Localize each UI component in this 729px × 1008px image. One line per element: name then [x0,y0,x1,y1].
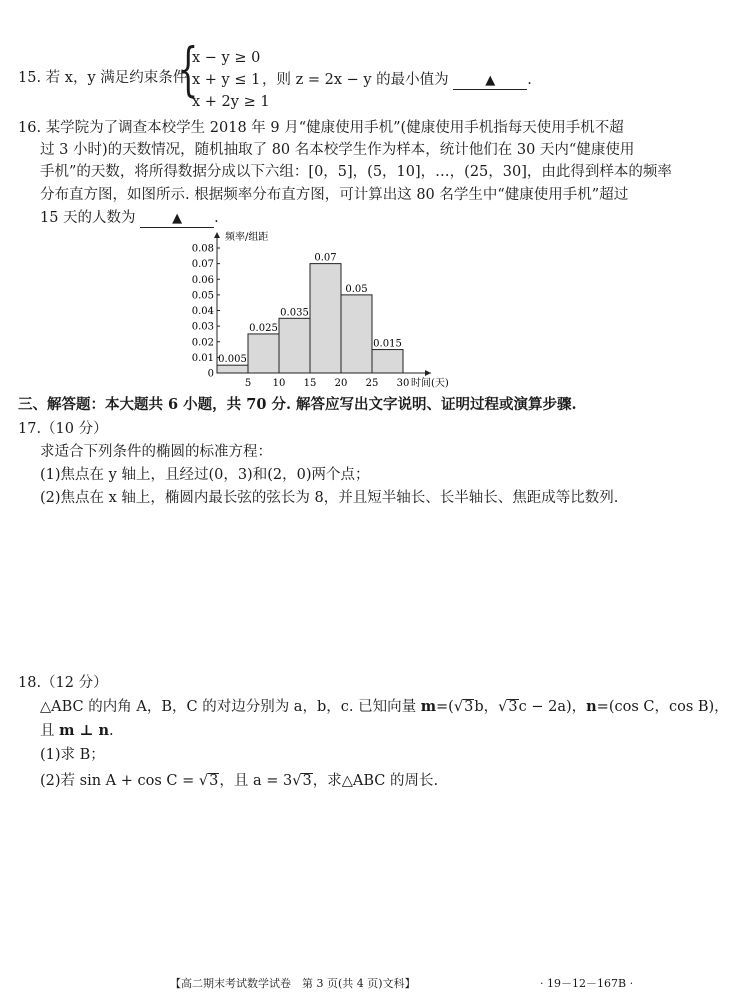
y-tick-label: 0.02 [191,337,214,349]
sqrt-3-a: 3 [464,699,474,715]
histogram-bar [341,295,372,373]
x-tick-label: 10 [272,378,286,389]
page-footer-code: · 19－12－167B · [540,977,634,990]
q18-p2b: ，且 a = 3 [219,773,293,789]
q18-p2c: ，求△ABC 的周长. [312,773,439,789]
q18-l2a: 且 [40,723,60,739]
y-axis-title: 频率/组距 [225,232,269,243]
q16-line-3: 手机”的天数，将所得数据分成以下六组：[0，5]，(5，10]，…，(25，30]，由此得到样本的频率 [40,164,672,180]
q18-l1b: =( [436,699,454,715]
histogram-bar [217,365,248,373]
histogram-bar [279,318,310,373]
q15-suffix [262,70,532,90]
histogram-bar [248,334,279,373]
section-three-heading: 三、解答题：本大题共 6 小题，共 70 分. 解答应写出文字说明、证明过程或演算步骤. [18,396,577,413]
bar-value-label: 0.07 [314,252,337,264]
bar-value-label: 0.005 [218,354,247,366]
y-tick-label: 0.03 [191,321,214,333]
q18-l2b: . [109,723,114,739]
q16-line-2: 过 3 小时)的天数情况，随机抽取了 80 名本校学生作为样本，统计他们在 30 天内“健康使用 [40,142,635,158]
q18-l1e: =(cos C，cos B)， [596,699,729,715]
q17-heading: 17.（10 分） [18,421,108,437]
perpendicular-condition: m ⊥ n [59,722,110,739]
q15-answer-blank [453,72,527,90]
constraint-brace: { [178,35,199,103]
y-tick-label: 0 [207,368,214,380]
q18-l1d: c − 2a)， [518,699,587,715]
bar-value-label: 0.035 [280,307,309,319]
q16-end: . [214,210,219,226]
vector-n: n [586,698,597,715]
q16-line-1: 16. 某学院为了调查本校学生 2018 年 9 月“健康使用手机”(健康使用手机指每天使用手机不超 [18,120,624,136]
y-tick-label: 0.01 [191,352,214,364]
q15-constraint-1: x − y ≥ 0 [192,50,261,66]
y-tick-label: 0.08 [191,243,214,255]
q15-suffix-text: ，则 z = 2x − y 的最小值为 [262,72,449,88]
q17-part-2: (2)焦点在 x 轴上，椭圆内最长弦的弦长为 8，并且短半轴长、长半轴长、焦距成等比数列. [40,490,619,506]
q18-part-2: (2)若 sin A + cos C = √3，且 a = 3√3，求△ABC 的周长. [40,773,439,789]
sqrt-3-c: 3 [209,773,219,789]
q17-part-1: (1)焦点在 y 轴上，且经过(0，3)和(2，0)两个点； [40,467,370,483]
bar-value-label: 0.05 [345,283,368,295]
y-tick-label: 0.07 [191,259,214,271]
triangle-icon: ▲ [485,73,496,88]
x-tick-label: 25 [365,378,379,389]
q17-intro: 求适合下列条件的椭圆的标准方程： [40,444,272,460]
x-tick-label: 5 [244,378,252,389]
frequency-histogram [185,228,465,393]
x-axis-arrow-icon [425,370,431,376]
q16-line-5-text: 15 天的人数为 [40,210,136,226]
x-axis-title: 时间(天) [411,378,449,389]
page-footer-info: 【高二期末考试数学试卷 第 3 页(共 4 页)文科】 [170,977,416,990]
q16-answer-blank [140,210,214,228]
vector-m: m [420,698,437,715]
q18-heading: 18.（12 分） [18,675,108,691]
histogram-bar [372,350,403,373]
q16-line-4: 分布直方图，如图所示. 根据频率分布直方图，可计算出这 80 名学生中“健康使用手机”超过 [40,187,629,203]
x-tick-label: 30 [396,378,410,389]
q18-l1c: b， [474,699,499,715]
x-tick-label: 20 [334,378,348,389]
q16-line-5 [40,208,219,228]
q18-p2a: (2)若 sin A + cos C = [40,773,199,789]
q15-prefix: 15. 若 x，y 满足约束条件 [18,70,188,86]
q18-l1a: △ABC 的内角 A，B，C 的对边分别为 a，b，c. 已知向量 [40,699,421,715]
sqrt-3-d: 3 [302,773,312,789]
bar-value-label: 0.025 [249,322,278,334]
q18-line-1: △ABC 的内角 A，B，C 的对边分别为 a，b，c. 已知向量 m=(√3b，√3c − 2a)，n=(cos C，cos B)， [40,698,729,715]
bar-value-label: 0.015 [373,338,402,350]
y-axis-arrow-icon [214,232,220,238]
triangle-icon: ▲ [172,211,183,226]
q15-constraint-2: x + y ≤ 1 [192,72,261,88]
x-tick-label: 15 [303,378,317,389]
q18-line-2 [40,721,114,741]
sqrt-3-b: 3 [508,699,518,715]
q15-constraint-3: x + 2y ≥ 1 [192,94,270,110]
histogram-bar [310,264,341,373]
q15-end: . [527,72,532,88]
y-tick-label: 0.04 [191,306,214,317]
y-tick-label: 0.06 [191,274,214,286]
y-tick-label: 0.05 [191,290,214,302]
q18-part-1: (1)求 B； [40,747,105,763]
